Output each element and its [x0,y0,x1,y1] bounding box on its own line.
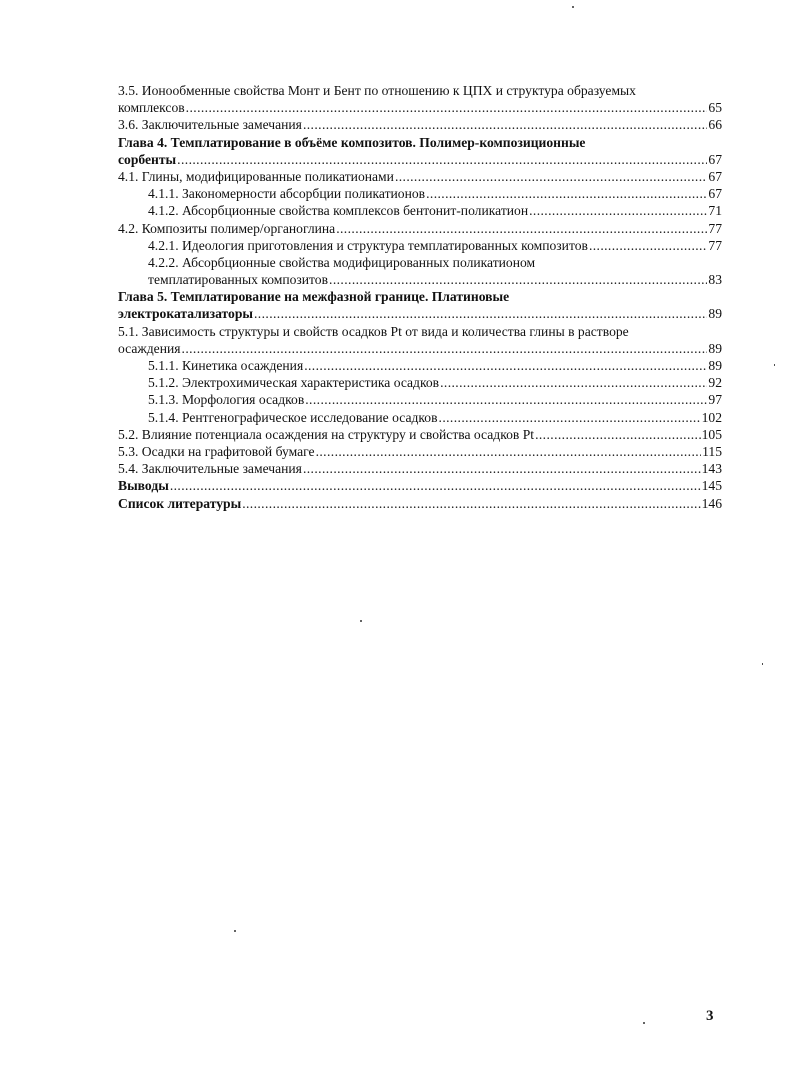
toc-entry-page: 105 [701,426,722,442]
dot-leader [439,409,701,426]
toc-entry [118,202,722,219]
toc-entry-page: 146 [701,495,722,511]
dot-leader [589,237,707,254]
toc-entry [118,426,722,443]
dot-leader [254,305,707,322]
toc-entry-title: сорбенты [118,151,177,167]
toc-entry-page: 65 [708,100,722,116]
toc-entry-leader-line [118,409,722,426]
toc-entry-page: 89 [708,358,722,373]
scan-speck [572,6,574,8]
toc-entry-title: 5.4. Заключительные замечания [118,461,302,477]
toc-entry [118,391,722,408]
dot-leader [336,220,707,237]
toc-entry-page: 71 [708,203,722,219]
toc-entry [118,254,722,288]
toc-entry [118,495,722,512]
scan-speck [643,1022,645,1024]
scan-speck [234,930,236,932]
toc-entry-title: 4.1.2. Абсорбционные свойства комплексов бентонит-поликатион [148,203,529,219]
toc-entry-title: Список литературы [118,495,242,511]
toc-entry-page: 102 [701,409,722,425]
toc-entry [118,237,722,254]
toc-entry-page: 77 [708,237,722,253]
toc-entry-page: 83 [708,272,722,288]
toc-entry-page: 143 [701,461,722,477]
toc-entry [118,357,722,374]
toc-entry [118,374,722,391]
toc-entry-leader-line [118,168,722,185]
scan-speck [360,620,362,622]
toc-entry-title: 4.2. Композиты полимер/органоглина [118,220,336,236]
toc-entry-title: электрокатализаторы [118,306,253,322]
toc-entry-leader-line [118,340,722,357]
dot-leader [304,357,707,374]
toc-entry [118,220,722,237]
toc-entry-title-line: Глава 4. Темплатирование в объёме композитов. Полимер-композиционные [118,134,586,150]
toc-entry-leader-line [118,237,722,254]
dot-leader [303,116,707,133]
toc-entry-title-line: Глава 5. Темплатирование на межфазной границе. Платиновые [118,289,510,305]
toc-entry-page: 77 [708,220,722,236]
dot-leader [242,495,700,512]
dot-leader [177,151,707,168]
toc-entry-page: 67 [708,186,722,202]
toc-entry-title: 5.1.1. Кинетика осаждения [148,358,304,373]
toc-entry-title-line: 5.1. Зависимость структуры и свойств осадков Pt от вида и количества глины в растворе [118,323,629,339]
toc-entry-leader-line [118,220,722,237]
toc-entry-page: 145 [701,478,722,494]
toc-entry-page: 67 [708,151,722,167]
toc-entry [118,477,722,494]
toc-entry-leader-line [118,391,722,408]
toc-entry [118,82,722,116]
toc-entry [118,116,722,133]
scan-speck [762,663,763,665]
dot-leader [535,426,701,443]
dot-leader [529,202,707,219]
toc-entry [118,288,722,322]
toc-entry [118,168,722,185]
toc-entry-leader-line [118,443,722,460]
page-number: 3 [706,1008,714,1024]
toc-entry-page: 66 [708,117,722,133]
toc-entry [118,443,722,460]
dot-leader [303,460,701,477]
dot-leader [170,477,701,494]
toc-entry-leader-line [118,374,722,391]
toc-entry [118,185,722,202]
toc-entry-page: 89 [708,306,722,322]
toc-entry-leader-line [118,271,722,288]
toc-entry-title: 5.2. Влияние потенциала осаждения на структуру и свойства осадков Pt [118,426,535,442]
toc-entry-title: Выводы [118,478,169,494]
toc-entry [118,134,722,168]
toc-entry-leader-line [118,426,722,443]
scan-speck [774,364,775,366]
toc-entry-leader-line [118,99,722,116]
toc-entry [118,460,722,477]
toc-entry-title: 4.1.1. Закономерности абсорбции поликатионов [148,186,426,202]
toc-entry-title: 5.1.3. Морфология осадков [148,392,305,408]
dot-leader [305,391,707,408]
toc-entry-title: комплексов [118,100,185,116]
dot-leader [186,99,708,116]
toc-entry-leader-line [118,477,722,494]
toc-entry [118,409,722,426]
toc-entry-page: 89 [708,340,722,356]
table-of-contents [118,82,722,512]
toc-entry-title: осаждения [118,340,181,356]
toc-entry-leader-line [118,202,722,219]
dot-leader [395,168,707,185]
toc-entry-title: 5.1.4. Рентгенографическое исследование осадков [148,409,438,425]
toc-entry-leader-line [118,460,722,477]
toc-entry-title: 5.1.2. Электрохимическая характеристика осадков [148,375,440,391]
toc-entry-title: 3.6. Заключительные замечания [118,117,302,133]
toc-entry-title: 5.3. Осадки на графитовой бумаге [118,443,315,459]
toc-entry-page: 92 [708,375,722,391]
dot-leader [426,185,707,202]
toc-entry-title-line: 4.2.2. Абсорбционные свойства модифицированных поликатионом [148,254,536,270]
toc-entry [118,323,722,357]
toc-entry-title: темплатированных композитов [148,272,329,288]
toc-entry-title-line: 3.5. Ионообменные свойства Монт и Бент по отношению к ЦПХ и структура образуемых [118,83,636,98]
dot-leader [440,374,707,391]
toc-entry-leader-line [118,185,722,202]
toc-entry-title: 4.2.1. Идеология приготовления и структура темплатированных композитов [148,237,588,253]
toc-entry-title: 4.1. Глины, модифицированные поликатионами [118,168,394,184]
dot-leader [182,340,708,357]
toc-entry-leader-line [118,116,722,133]
toc-entry-leader-line [118,357,722,374]
toc-entry-leader-line [118,151,722,168]
dot-leader [329,271,707,288]
toc-entry-leader-line [118,495,722,512]
dot-leader [316,443,702,460]
toc-entry-leader-line [118,305,722,322]
toc-entry-page: 97 [708,392,722,408]
toc-entry-page: 115 [702,443,722,459]
toc-entry-page: 67 [708,168,722,184]
